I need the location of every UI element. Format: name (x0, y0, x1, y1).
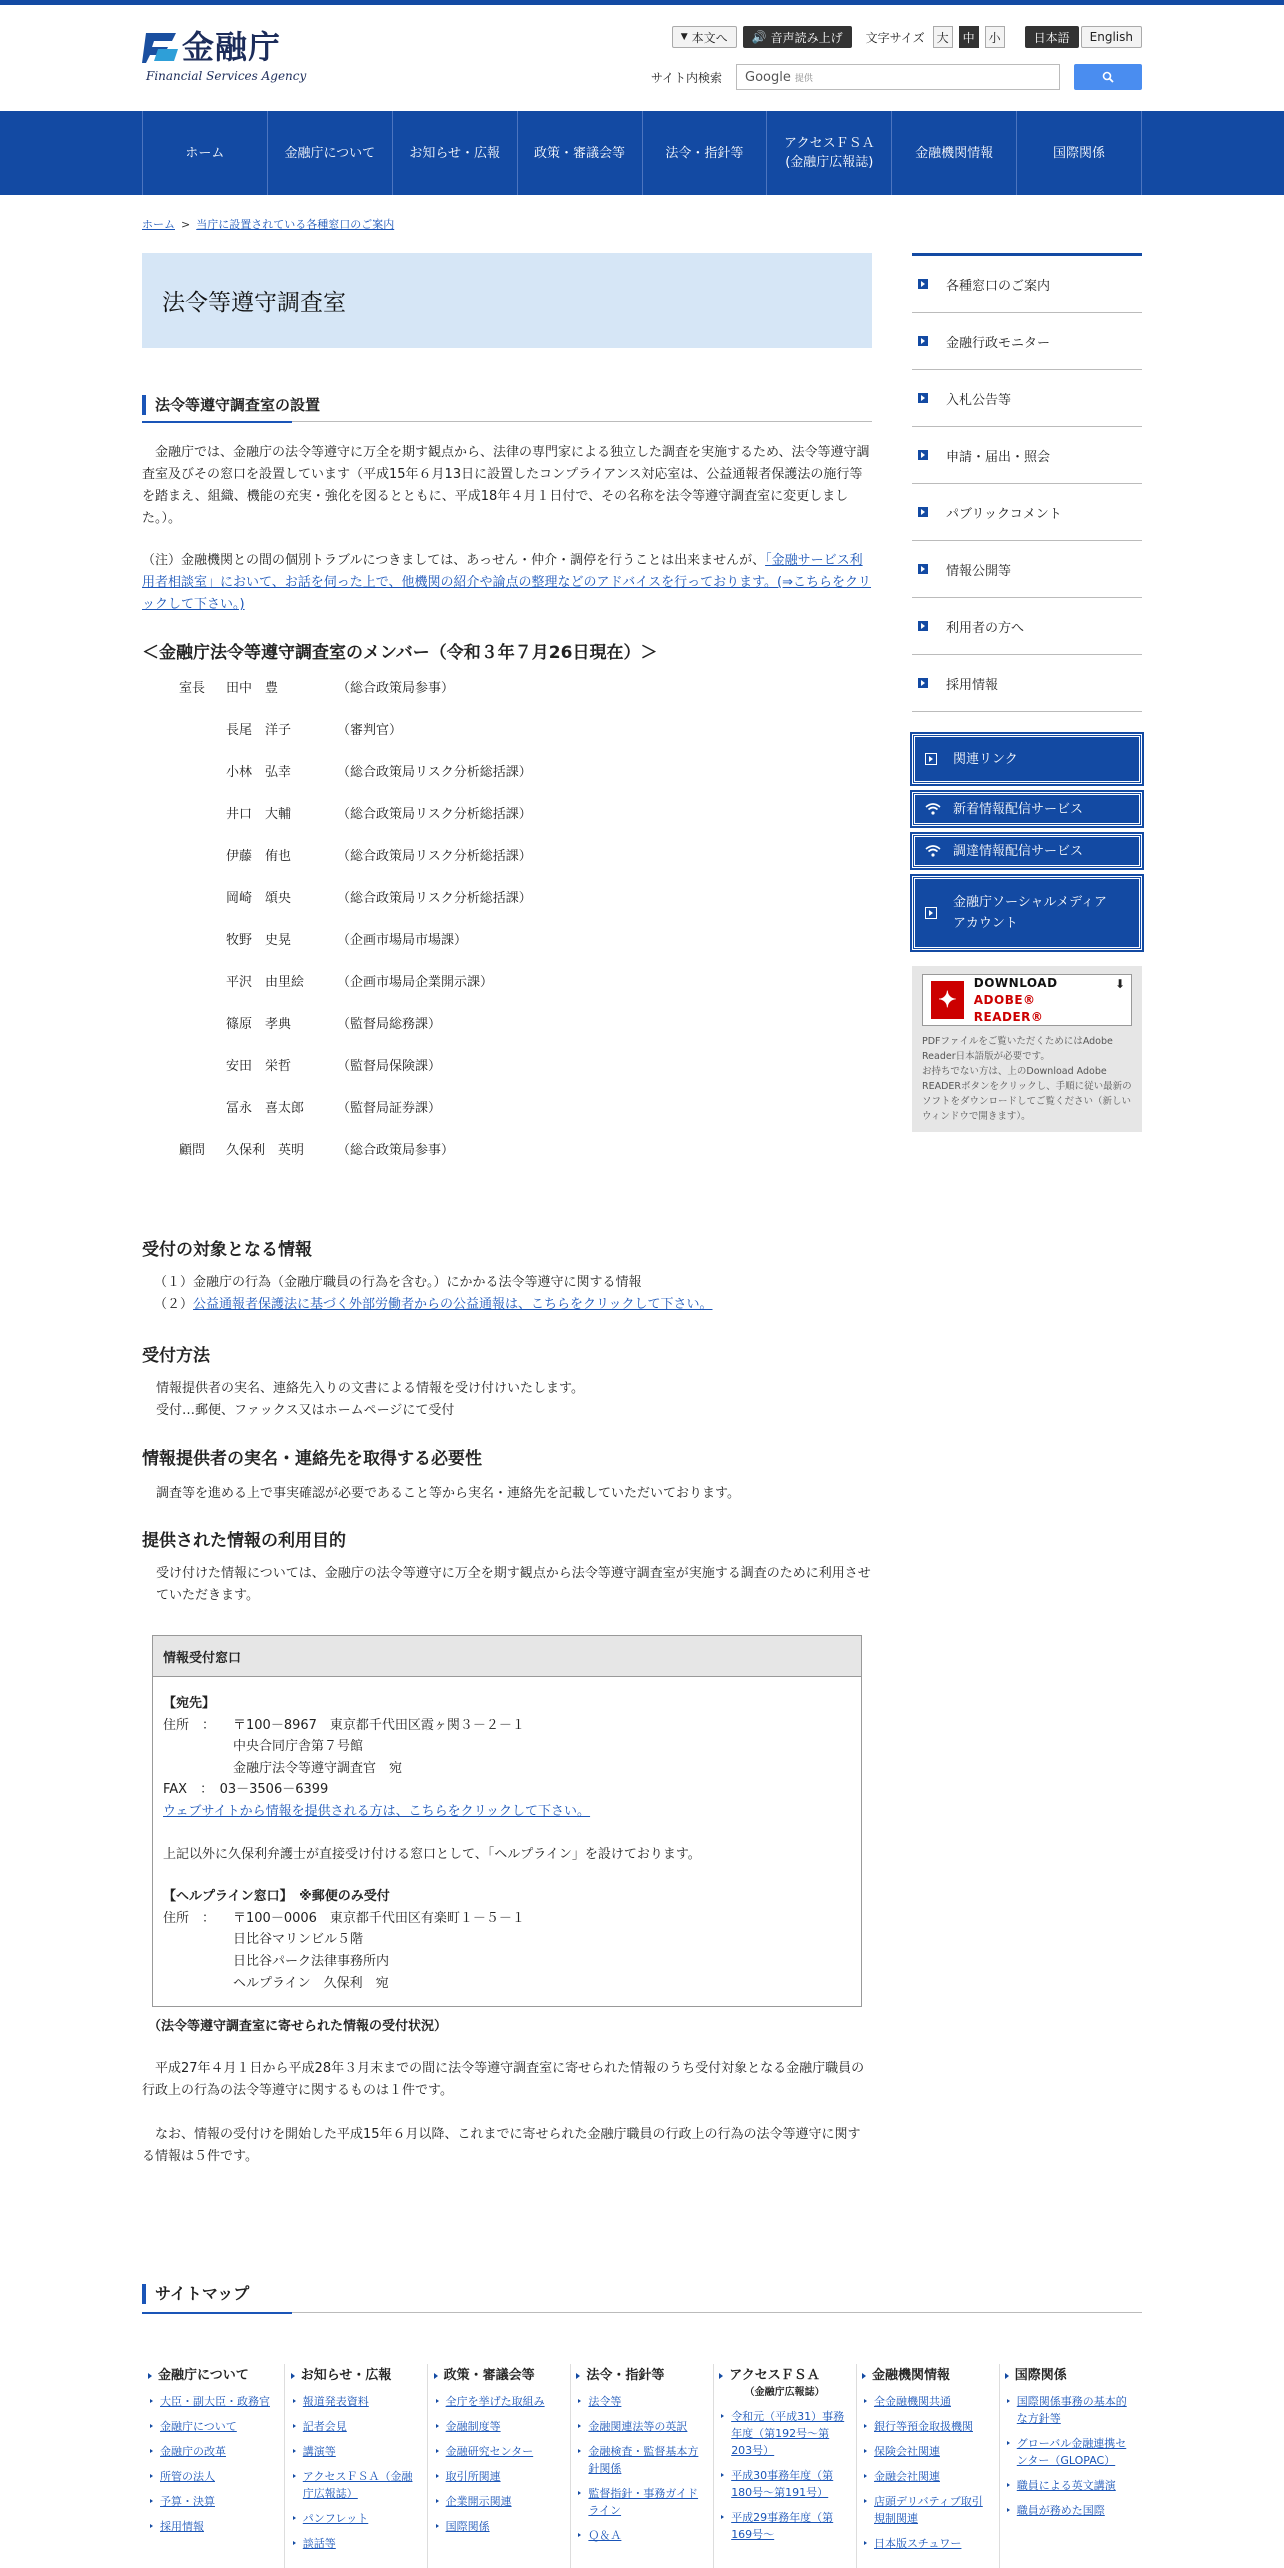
member-name: 井口 大輔 (226, 807, 292, 822)
nav-item-laws[interactable]: 法令・指針等 (643, 111, 768, 195)
sitemap-link-text: Ｑ＆Ａ (588, 2529, 622, 2542)
arrow-square-icon (918, 450, 928, 460)
sitemap-col-institutions (856, 2364, 999, 2560)
member-row (142, 719, 872, 761)
member-dept: （総合政策局リスク分析総括課） (337, 765, 532, 780)
sitemap-col-heading[interactable] (1005, 2364, 1136, 2383)
purpose-section (142, 1526, 872, 1607)
adobe-badge-text (974, 975, 1105, 1026)
sitemap-link-text: 保険会社関連 (873, 2445, 940, 2458)
lang-en-button[interactable]: English (1081, 26, 1142, 48)
arrow-square-icon (918, 336, 928, 346)
member-row (142, 887, 872, 929)
sitemap-link[interactable] (291, 2393, 422, 2410)
sitemap-link[interactable] (148, 2493, 279, 2510)
fsa-logo[interactable] (142, 27, 307, 87)
sitemap (142, 2284, 1142, 2550)
adobe-reader-panel (912, 966, 1142, 1132)
address-line-1: 〒100－8967 東京都千代田区霞ヶ関３－２－１ (233, 1717, 525, 1733)
logo-text-jp: 金融庁 (182, 28, 282, 66)
search-button[interactable] (1074, 64, 1142, 90)
search-input[interactable] (736, 64, 1060, 90)
sitemap-link-text: 銀行等預金取扱機関 (873, 2420, 973, 2433)
sitemap-link[interactable] (434, 2393, 565, 2410)
breadcrumb-home-link[interactable]: ホーム (142, 218, 175, 231)
helpline-label: 【ヘルプライン窓口】 ※郵便のみ受付 (163, 1889, 390, 1905)
member-dept: （監督局証券課） (337, 1101, 442, 1116)
member-dept: （企画市場局企業開示課） (337, 975, 494, 990)
sitemap-link-text: 法令等 (588, 2395, 622, 2408)
nav-item-news[interactable]: お知らせ・広報 (393, 111, 518, 195)
search-brand: Google (745, 69, 791, 85)
sitemap-link[interactable] (719, 2467, 850, 2501)
adobe-download-button[interactable] (922, 974, 1132, 1026)
sitemap-col-heading-text: 金融庁について (158, 2368, 249, 2383)
arrow-square-icon (918, 507, 928, 517)
sitemap-col-heading[interactable] (291, 2364, 422, 2383)
voice-read-button[interactable] (743, 26, 852, 48)
sitemap-col-heading[interactable] (576, 2364, 707, 2383)
font-size-medium-button[interactable]: 中 (959, 26, 979, 48)
sidebar-item-label: パブリックコメント (946, 506, 1062, 522)
social-media-label: 金融庁ソーシャルメディア アカウント (953, 895, 1108, 931)
sitemap-col-heading-text: 政策・審議会等 (443, 2368, 535, 2383)
reception-method-section (142, 1341, 872, 1422)
sitemap-link[interactable] (576, 2485, 707, 2519)
member-name: 牧野 史晃 (226, 933, 292, 948)
sitemap-link-text: 金融庁について (160, 2420, 237, 2433)
site-search (651, 64, 1142, 90)
sitemap-col-about (142, 2364, 285, 2560)
sitemap-link[interactable] (434, 2468, 565, 2485)
arrow-square-icon (925, 753, 937, 765)
info-box-body (153, 1677, 861, 2006)
sitemap-link[interactable] (434, 2518, 565, 2535)
sitemap-link-text: 金融関連法等の英訳 (588, 2420, 688, 2433)
sitemap-col-heading-text: 国際関係 (1014, 2368, 1067, 2383)
target-list (142, 1272, 872, 1316)
member-dept: （総合政策局リスク分析総括課） (337, 891, 532, 906)
search-icon (1102, 71, 1114, 83)
sitemap-link-text: 全金融機関共通 (873, 2395, 951, 2408)
method-heading: 受付方法 (142, 1346, 210, 1366)
status-section (142, 2015, 872, 2168)
realname-section (142, 1444, 872, 1505)
member-row (142, 971, 872, 1013)
speaker-icon: 🔊 (751, 30, 767, 44)
realname-heading: 情報提供者の実名・連絡先を取得する必要性 (142, 1449, 482, 1469)
sitemap-link[interactable] (719, 2509, 850, 2543)
sitemap-title: サイトマップ (142, 2284, 1142, 2304)
sidebar-item-public-comment[interactable] (912, 484, 1142, 541)
sitemap-link[interactable] (434, 2418, 565, 2435)
member-name: 長尾 洋子 (226, 723, 292, 738)
status-heading: （法令等遵守調査室に寄せられた情報の受付状況） (148, 2019, 448, 2034)
sitemap-link[interactable] (576, 2418, 707, 2435)
member-role: 顧問 (179, 1143, 206, 1158)
sitemap-link-text: 報道発表資料 (302, 2395, 369, 2408)
news-service-button[interactable] (912, 792, 1142, 826)
sidebar-item-applications[interactable] (912, 427, 1142, 484)
sitemap-link[interactable] (862, 2468, 993, 2485)
member-name: 小林 弘幸 (226, 765, 292, 780)
arrow-square-icon (918, 621, 928, 631)
global-nav (0, 111, 1284, 195)
sitemap-link-text: 国際関係 (445, 2520, 490, 2533)
arrow-square-icon (918, 678, 928, 688)
page-title: 法令等遵守調査室 (142, 253, 872, 348)
arrow-square-icon (925, 907, 937, 919)
sitemap-col-heading-text: 法令・指針等 (586, 2368, 665, 2383)
target-heading: 受付の対象となる情報 (142, 1240, 312, 1260)
sitemap-link-text: グローバル金融連携センター（GLOPAC） (1016, 2437, 1127, 2467)
sitemap-link[interactable] (719, 2408, 850, 2459)
member-row (142, 1097, 872, 1139)
sitemap-link[interactable] (148, 2468, 279, 2485)
sitemap-link[interactable] (434, 2493, 565, 2510)
sidebar-item-label: 申請・届出・照会 (946, 449, 1051, 465)
address-line-3: 金融庁法令等遵守調査官 宛 (233, 1760, 403, 1776)
dest-label: 【宛先】 (163, 1696, 216, 1711)
member-dept: （企画市場局市場課） (337, 933, 468, 948)
member-row (142, 803, 872, 845)
sitemap-link-text: 談話等 (302, 2537, 336, 2550)
sidebar-item-contact-windows[interactable] (912, 256, 1142, 313)
sitemap-col-access-fsa (713, 2364, 856, 2560)
address-lines (233, 1715, 525, 1780)
member-name: 久保利 英明 (226, 1143, 305, 1158)
logo-text-en: Financial Services Agency (146, 69, 307, 83)
sitemap-col-policy (428, 2364, 571, 2560)
sitemap-col-heading[interactable] (148, 2364, 279, 2383)
sidebar-item-users[interactable] (912, 598, 1142, 655)
adobe-reader-label: ADOBE® READER® (973, 992, 1044, 1024)
font-size-large-button[interactable]: 大 (933, 26, 953, 48)
setup-paragraph: 金融庁では、金融庁の法令等遵守に万全を期す観点から、法律の専門家による独立した調査を実施するため、法令等遵守調査室及びその窓口を設置しています（平成15年６月13日に設置したコンプライアンス対応室は、公益通報者保護法の施行等を踏まえ、組織、機能の充実・強化を図るとともに、平成18年４月１日付で、その名称を法令等遵守調査室に変更しました。）。 (142, 445, 870, 526)
purpose-heading: 提供された情報の利用目的 (142, 1531, 346, 1551)
font-size-small-button[interactable]: 小 (985, 26, 1005, 48)
helpline-note: 上記以外に久保利弁護士が直接受け付ける窓口として、「ヘルプライン」を設けております。 (163, 1846, 701, 1862)
sitemap-link-text: 国際関係事務の基本的な方針等 (1016, 2395, 1127, 2425)
skip-to-main-label: 本文へ (691, 30, 728, 45)
sitemap-link-text: 金融検査・監督基本方針関係 (588, 2445, 699, 2475)
sidebar-item-label: 情報公開等 (946, 563, 1012, 579)
sitemap-link-text: 全庁を挙げた取組み (445, 2395, 545, 2408)
sidebar-item-label: 採用情報 (946, 677, 999, 693)
related-links-button[interactable] (912, 734, 1142, 784)
sidebar-item-label: 入札公告等 (946, 392, 1012, 408)
member-row (142, 845, 872, 887)
sitemap-link-text: 大臣・副大臣・政務官 (160, 2395, 270, 2408)
member-name: 岡崎 頌央 (226, 891, 292, 906)
member-row (142, 1055, 872, 1097)
sitemap-link-text: パンフレット (302, 2512, 369, 2525)
method-body (142, 1378, 872, 1422)
sitemap-link-text: 企業開示関連 (445, 2495, 512, 2508)
social-media-button[interactable] (912, 876, 1142, 950)
sitemap-link[interactable] (862, 2493, 993, 2527)
sitemap-link-text: 平成29事務年度（第169号～ (731, 2511, 834, 2541)
member-row (142, 761, 872, 803)
sidebar-item-bidding[interactable] (912, 370, 1142, 427)
sitemap-link[interactable] (862, 2443, 993, 2460)
sitemap-link[interactable] (291, 2468, 422, 2502)
sitemap-link[interactable] (291, 2510, 422, 2527)
sitemap-col-heading[interactable] (862, 2364, 993, 2383)
sitemap-column-divider (856, 2364, 857, 2568)
helpline-address-line-4: ヘルプライン 久保利 宛 (233, 1975, 389, 1991)
breadcrumb (142, 216, 394, 232)
sitemap-link[interactable] (1005, 2477, 1136, 2494)
info-reception-box (152, 1635, 862, 2007)
site-header (0, 5, 1284, 111)
voice-read-label: 音声読み上げ (770, 30, 843, 45)
method-line-1: 情報提供者の実名、連絡先入りの文書による情報を受け付けいたします。 (156, 1381, 584, 1396)
lang-ja-button[interactable]: 日本語 (1025, 26, 1079, 48)
sitemap-link[interactable] (148, 2393, 279, 2410)
sitemap-col-subheading: （金融庁広報誌） (744, 2387, 825, 2398)
sidebar-item-disclosure[interactable] (912, 541, 1142, 598)
status-paragraph-2: なお、情報の受付けを開始した平成15年６月以降、これまでに寄せられた金融庁職員の行政上の行為の法令等遵守に関する情報は５件です。 (142, 2127, 861, 2164)
sitemap-column-divider (999, 2364, 1000, 2568)
nav-item-policy[interactable]: 政策・審議会等 (518, 111, 643, 195)
note-paragraph (142, 550, 872, 616)
caret-down-icon: ▼ (680, 32, 688, 42)
member-name: 冨永 喜太郎 (226, 1101, 305, 1116)
sitemap-link-text: 採用情報 (160, 2520, 204, 2533)
member-dept: （総合政策局リスク分析総括課） (337, 807, 532, 822)
whistleblower-link[interactable]: 公益通報者保護法に基づく外部労働者からの公益通報は、こちらをクリックして下さい。 (193, 1297, 713, 1312)
member-name: 篠原 孝典 (226, 1017, 292, 1032)
members-title: ＜金融庁法令等遵守調査室のメンバー（令和３年７月26日現在）＞ (142, 643, 658, 663)
nav-item-institutions[interactable]: 金融機関情報 (892, 111, 1017, 195)
sitemap-col-heading[interactable] (434, 2364, 565, 2383)
sitemap-link-text: 予算・決算 (160, 2495, 215, 2508)
sitemap-link-text: 平成30事務年度（第180号～第191号） (731, 2469, 834, 2499)
sitemap-link-text: アクセスＦＳＡ（金融庁広報誌） (302, 2470, 413, 2500)
sitemap-link[interactable] (862, 2418, 993, 2435)
sitemap-link[interactable] (1005, 2502, 1136, 2519)
related-links-label: 関連リンク (953, 751, 1018, 767)
address-label: 住所 ： (163, 1717, 216, 1733)
sitemap-col-heading-text: 金融機関情報 (871, 2368, 950, 2383)
sitemap-link[interactable] (576, 2527, 707, 2544)
breadcrumb-separator: > (181, 218, 191, 231)
sitemap-link-text: 金融研究センター (445, 2445, 534, 2458)
adobe-note: PDFファイルをご覧いただくためにはAdobe Reader日本語版が必要です。 お持ちでない方は、上のDownload Adobe READERボタンをクリックし、手順に従い最新のソフトをダウンロードしてご覧ください（新しいウィンドウで開きます）。 (922, 1036, 1132, 1122)
method-line-2: 受付…郵便、ファックス又はホームページにて受付 (156, 1403, 455, 1418)
web-report-link[interactable]: ウェブサイトから情報を提供される方は、こちらをクリックして下さい。 (163, 1803, 591, 1819)
helpline-address-label: 住所 ： (163, 1910, 216, 1926)
sitemap-col-heading-text: お知らせ・広報 (300, 2368, 392, 2383)
member-row (142, 677, 872, 719)
helpline-address-lines (233, 1908, 525, 1994)
sitemap-col-news (285, 2364, 428, 2560)
sitemap-column-divider (713, 2364, 714, 2568)
member-dept: （総合政策局参事） (337, 681, 455, 696)
sidebar-item-monitor[interactable] (912, 313, 1142, 370)
member-row (142, 1013, 872, 1055)
purpose-text: 受け付けた情報については、金融庁の法令等遵守に万全を期す観点から法令等遵守調査室が実施する調査のために利用させていただきます。 (156, 1566, 871, 1603)
sitemap-col-heading-text: アクセスＦＳＡ (729, 2368, 820, 2383)
sitemap-col-international (999, 2364, 1142, 2560)
consultation-office-link[interactable]: 「金融サービス利用者相談室」において、お話を伺った上で、他機関の紹介や論点の整理などのアドバイスを行っております。(⇒こちらをクリックして下さい。) (142, 553, 872, 612)
nav-item-international[interactable]: 国際関係 (1017, 111, 1142, 195)
heading-divider (142, 421, 872, 422)
sitemap-link-text: 講演等 (302, 2445, 336, 2458)
reception-target-section (142, 1235, 872, 1316)
main-content (142, 253, 872, 1181)
sitemap-link[interactable] (576, 2393, 707, 2410)
procurement-service-label: 調達情報配信サービス (953, 843, 1084, 859)
member-name: 田中 豊 (226, 681, 279, 696)
sitemap-link-text: 日本版スチュワー (873, 2537, 962, 2550)
adobe-download-label: DOWNLOAD (973, 975, 1058, 990)
sitemap-link-text: 職員による英文講演 (1016, 2479, 1116, 2492)
sitemap-link[interactable] (291, 2443, 422, 2460)
sitemap-link-text: 金融庁の改革 (160, 2445, 226, 2458)
target-item-2 (154, 1294, 872, 1316)
fax-number: FAX ： 03－3506－6399 (163, 1782, 329, 1798)
member-name: 伊藤 侑也 (226, 849, 292, 864)
status-paragraph-1: 平成27年４月１日から平成28年３月末までの間に法令等遵守調査室に寄せられた情報のうち受付対象となる金融庁職員の行政上の行為の法令等遵守に関するものは１件です。 (142, 2061, 865, 2098)
helpline-address-row (163, 1908, 851, 1994)
nav-item-access-fsa[interactable]: アクセスＦＳＡ (金融庁広報誌) (767, 111, 892, 195)
adobe-logo-icon: ✦ (931, 981, 964, 1019)
member-dept: （総合政策局参事） (337, 1143, 455, 1158)
member-role: 室長 (179, 681, 206, 696)
members-list (142, 677, 872, 1181)
sitemap-link[interactable] (291, 2418, 422, 2435)
nav-item-about[interactable]: 金融庁について (268, 111, 393, 195)
sitemap-column-divider (284, 2364, 285, 2568)
arrow-square-icon (918, 279, 928, 289)
member-dept: （総合政策局リスク分析総括課） (337, 849, 532, 864)
search-label: サイト内検索 (650, 70, 722, 85)
procurement-service-button[interactable] (912, 834, 1142, 868)
info-box-header: 情報受付窓口 (153, 1636, 861, 1677)
sidebar-item-label: 利用者の方へ (946, 620, 1025, 636)
sitemap-column-divider (570, 2364, 571, 2568)
wifi-icon (925, 845, 941, 857)
search-brand-suffix: 提供 (794, 73, 813, 84)
member-dept: （審判官） (337, 723, 403, 738)
wifi-icon (925, 803, 941, 815)
sidebar-item-label: 金融行政モニター (946, 335, 1051, 351)
realname-text: 調査等を進める上で事実確認が必要であること等から実名・連絡先を記載していただいております。 (156, 1486, 740, 1501)
sitemap-link[interactable] (148, 2518, 279, 2535)
target-item-1: （１）金融庁の行為（金融庁職員の行為を含む。）にかかる法令等遵守に関する情報 (154, 1275, 642, 1290)
logo-mark-icon (142, 29, 180, 65)
skip-to-main-button[interactable] (672, 26, 737, 48)
member-dept: （監督局総務課） (337, 1017, 442, 1032)
member-name: 安田 栄哲 (226, 1059, 292, 1074)
section-heading-setup: 法令等遵守調査室の設置 (142, 395, 872, 415)
news-service-label: 新着情報配信サービス (953, 801, 1084, 817)
sitemap-column-divider (427, 2364, 428, 2568)
note-text: （注）金融機関との間の個別トラブルにつきましては、あっせん・仲介・調停を行うことは出来ませんが、 (142, 553, 766, 568)
sitemap-link[interactable] (1005, 2435, 1136, 2469)
sitemap-link-text: 職員が務めた国際 (1016, 2504, 1105, 2517)
member-row (142, 929, 872, 971)
sitemap-link[interactable] (148, 2443, 279, 2460)
font-size-label: 文字サイズ (865, 30, 925, 45)
target-item-2-prefix: （２） (154, 1297, 194, 1312)
sitemap-link-text: 金融制度等 (445, 2420, 501, 2433)
header-tools (672, 25, 1142, 49)
breadcrumb-current-link[interactable]: 当庁に設置されている各種窓口のご案内 (196, 218, 395, 231)
sitemap-link[interactable] (434, 2443, 565, 2460)
sitemap-link-text: 令和元（平成31）事務年度（第192号～第203号） (731, 2410, 845, 2457)
member-row (142, 1139, 872, 1181)
member-dept: （監督局保険課） (337, 1059, 442, 1074)
helpline-address-line-3: 日比谷パーク法律事務所内 (233, 1953, 390, 1969)
sidebar-item-recruit[interactable] (912, 655, 1142, 712)
sidebar (912, 253, 1142, 1132)
language-switch (1025, 26, 1142, 48)
download-arrow-icon: ⬇ (1114, 977, 1125, 991)
sitemap-divider (142, 2312, 1142, 2313)
nav-item-home[interactable]: ホーム (143, 111, 268, 195)
sitemap-link[interactable] (862, 2393, 993, 2410)
helpline-address-line-2: 日比谷マリンビル５階 (233, 1932, 364, 1948)
sidebar-item-label: 各種窓口のご案内 (946, 278, 1051, 294)
sitemap-link[interactable] (862, 2535, 993, 2552)
sitemap-link-text: 監督指針・事務ガイドライン (588, 2487, 699, 2517)
sitemap-link-text: 店頭デリバティブ取引規制関連 (873, 2495, 983, 2525)
sitemap-link[interactable] (1005, 2393, 1136, 2427)
sitemap-columns (142, 2364, 1142, 2560)
arrow-square-icon (918, 393, 928, 403)
sitemap-link[interactable] (148, 2418, 279, 2435)
member-name: 平沢 由里絵 (226, 975, 305, 990)
sitemap-link-text: 記者会見 (302, 2420, 347, 2433)
address-line-2: 中央合同庁舎第７号館 (233, 1739, 364, 1755)
sitemap-col-heading[interactable] (719, 2364, 850, 2398)
sitemap-link-text: 所管の法人 (160, 2470, 215, 2483)
helpline-address-line-1: 〒100－0006 東京都千代田区有楽町１－５－１ (233, 1910, 525, 1926)
arrow-square-icon (918, 564, 928, 574)
sitemap-link-text: 取引所関連 (445, 2470, 501, 2483)
sitemap-link[interactable] (291, 2535, 422, 2552)
address-row (163, 1715, 851, 1780)
sitemap-link[interactable] (576, 2443, 707, 2477)
sitemap-col-laws (570, 2364, 713, 2560)
sitemap-link-text: 金融会社関連 (873, 2470, 940, 2483)
